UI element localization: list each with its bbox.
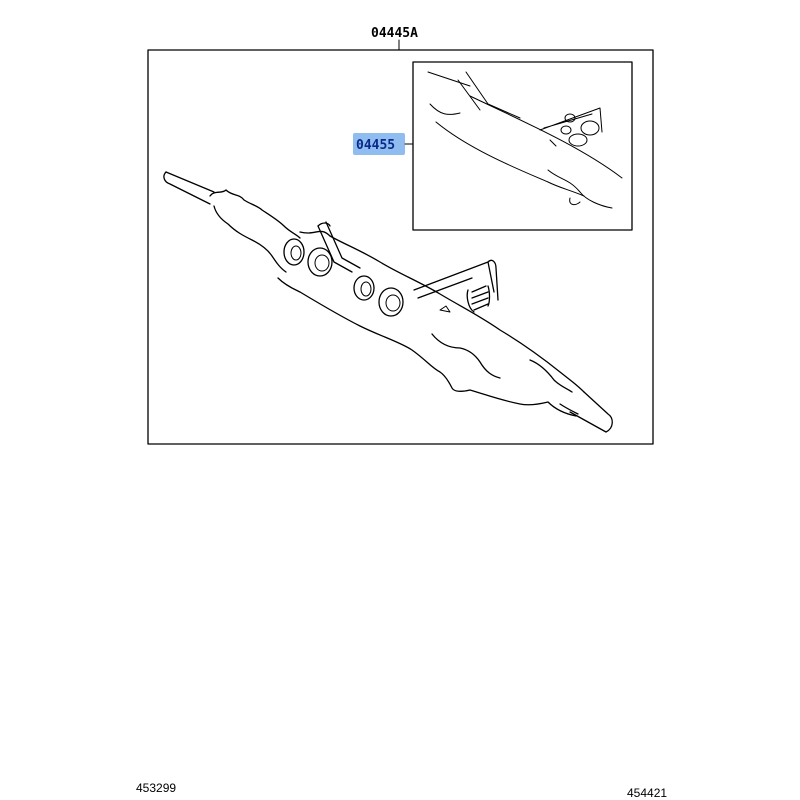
seal-ring-3-inner bbox=[361, 282, 371, 296]
assembly-label[interactable]: 04445A bbox=[371, 26, 418, 41]
seal-ring-2-inner bbox=[315, 255, 329, 271]
steering-rack-drawing bbox=[164, 172, 612, 432]
inset-rack-drawing bbox=[428, 72, 622, 208]
assembly-frame bbox=[148, 50, 653, 444]
inset-seal-ring-4 bbox=[569, 134, 587, 146]
spring-part bbox=[467, 286, 489, 312]
seal-ring-4-inner bbox=[386, 295, 400, 311]
footer-left-id: 453299 bbox=[136, 781, 177, 795]
inset-seal-ring-3 bbox=[581, 121, 599, 135]
seal-ring-1-inner bbox=[291, 246, 301, 260]
seal-rings bbox=[284, 239, 403, 316]
seal-ring-4 bbox=[379, 288, 403, 316]
seal-ring-2 bbox=[308, 248, 332, 276]
footer-right-id: 454421 bbox=[627, 786, 668, 800]
inset-seal-ring-2 bbox=[561, 126, 571, 134]
subkit-label[interactable]: 04455 bbox=[356, 138, 396, 153]
